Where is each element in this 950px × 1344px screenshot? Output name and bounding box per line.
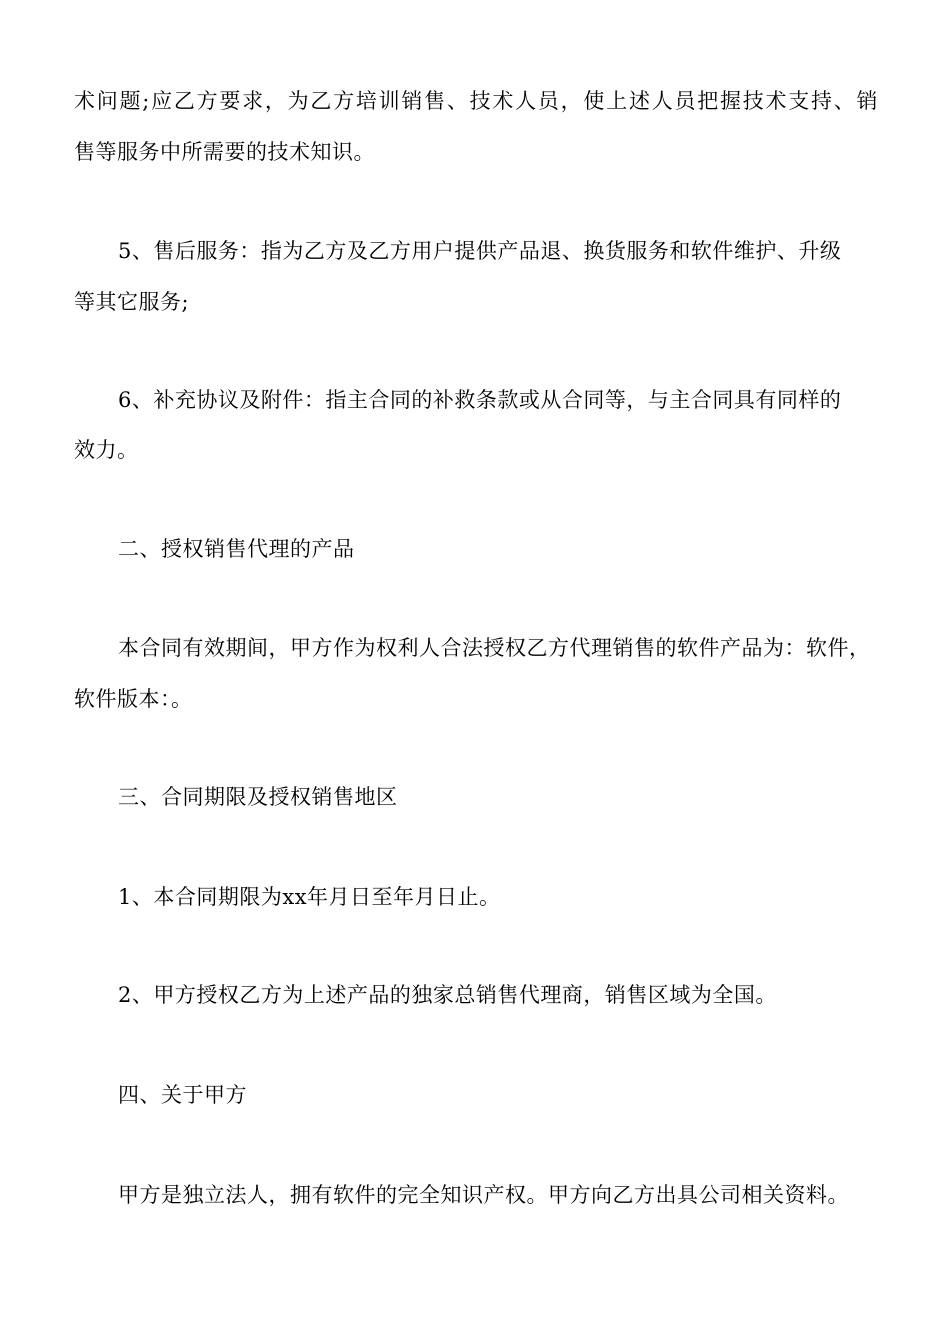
paragraph-line: 软件版本：。 — [74, 687, 193, 711]
paragraph-line: 售等服务中所需要的技术知识。 — [74, 140, 375, 164]
section-heading-4: 四、关于甲方 — [118, 1083, 247, 1107]
paragraph-line: 本合同有效期间，甲方作为权利人合法授权乙方代理销售的软件产品为：软件， — [118, 636, 871, 660]
clause-6-line: 6、补充协议及附件：指主合同的补救条款或从合同等，与主合同具有同样的 — [118, 388, 842, 412]
section-heading-3: 三、合同期限及授权销售地区 — [118, 785, 398, 809]
clause-5-line: 5、售后服务：指为乙方及乙方用户提供产品退、换货服务和软件维护、升级 — [118, 239, 842, 263]
paragraph-line: 等其它服务; — [74, 290, 190, 314]
clause-2-line: 2、甲方授权乙方为上述产品的独家总销售代理商，销售区域为全国。 — [118, 983, 777, 1007]
paragraph-line: 效力。 — [74, 438, 139, 462]
section-heading-2: 二、授权销售代理的产品 — [118, 537, 355, 561]
clause-1-line: 1、本合同期限为xx年月日至年月日止。 — [118, 885, 501, 909]
paragraph-line: 甲方是独立法人，拥有软件的完全知识产权。甲方向乙方出具公司相关资料。 — [118, 1183, 849, 1207]
paragraph-line: 术问题;应乙方要求，为乙方培训销售、技术人员，使上述人员把握技术支持、销 — [74, 89, 878, 113]
